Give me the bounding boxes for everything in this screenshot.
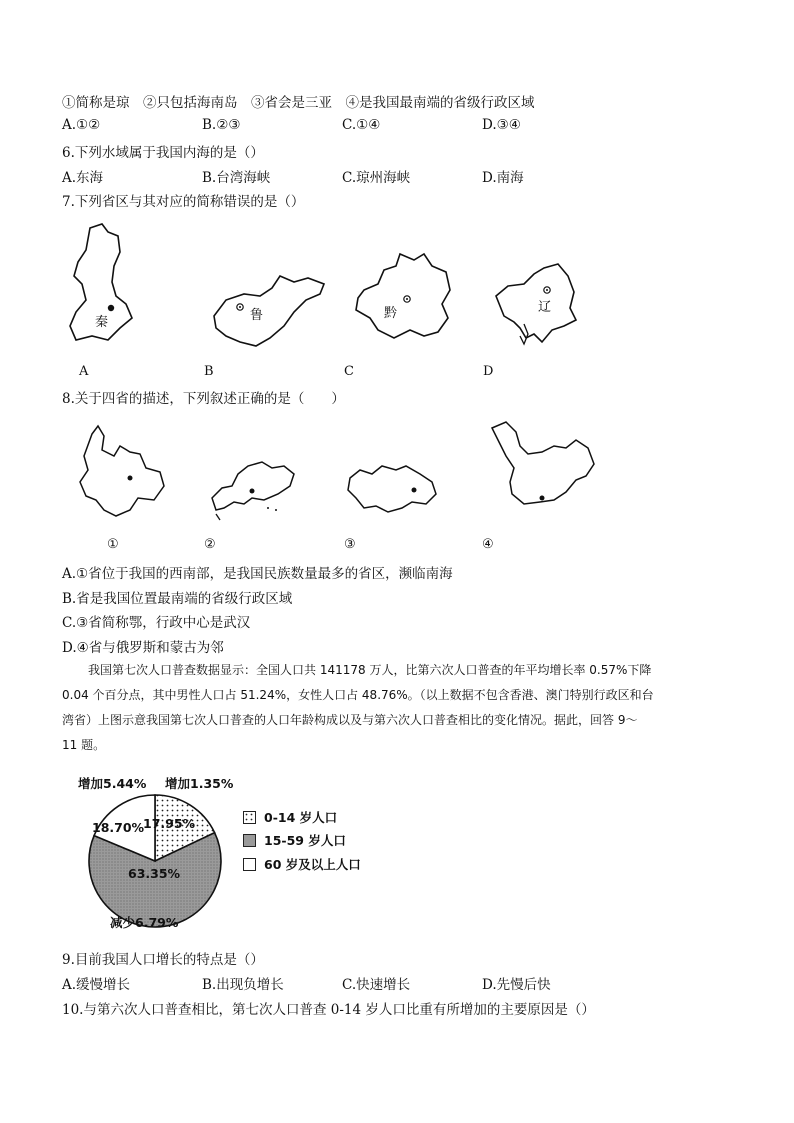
legend-swatch-15-59 (243, 834, 256, 847)
q7-map-c-abbr: 黔 (384, 306, 398, 321)
q7-label-a: A (79, 364, 89, 379)
q5-option-d: D.③④ (482, 117, 521, 133)
q7-map-guizhou (350, 250, 460, 345)
q8-map-3-hubei (346, 460, 442, 520)
q6-stem: 6.下列水域属于我国内海的是（） (62, 145, 264, 161)
q8-label-3: ③ (344, 537, 356, 552)
legend-swatch-0-14 (243, 811, 256, 824)
q8-label-1: ① (107, 537, 119, 552)
q7-map-liaoning (490, 262, 580, 354)
pie-value-label-0-14: 17.95% (143, 816, 196, 831)
q9-option-d: D.先慢后快 (482, 977, 551, 993)
q6-option-b: B.台湾海峡 (202, 170, 271, 186)
passage-line-2: 0.04 个百分点，其中男性人口占 51.24%，女性人口占 48.76%。（以上数据不包含香港、澳门特别行政区和台 (62, 688, 654, 702)
q7-label-d: D (483, 364, 494, 379)
legend-swatch-60plus (243, 858, 256, 871)
q8-label-2: ② (204, 537, 216, 552)
q9-stem: 9.目前我国人口增长的特点是（） (62, 952, 264, 968)
q8-option-d: D.④省与俄罗斯和蒙古为邻 (62, 640, 224, 656)
q6-option-d: D.南海 (482, 170, 524, 186)
q5-option-a: A.①② (62, 117, 101, 133)
q8-map-4-heilongjiang (484, 418, 604, 518)
q9-option-b: B.出现负增长 (202, 977, 284, 993)
q7-map-d-abbr: 辽 (538, 300, 552, 315)
passage (62, 658, 742, 758)
q5-option-b: B.②③ (202, 117, 241, 133)
q9-option-a: A.缓慢增长 (62, 977, 131, 993)
q7-label-c: C (344, 364, 354, 379)
passage-line-1: 我国第七次人口普查数据显示：全国人口共 141178 万人，比第六次人口普查的年平均增长率 0.57%下降 (88, 663, 652, 677)
legend-label-15-59: 15-59 岁人口 (264, 833, 346, 848)
legend-label-60plus: 60 岁及以上人口 (264, 857, 361, 872)
q6-option-a: A.东海 (62, 170, 104, 186)
q7-map-a-abbr: 秦 (95, 315, 109, 330)
q7-map-shaanxi-capital-dot (108, 305, 114, 311)
q8-stem: 8.关于四省的描述，下列叙述正确的是（ ） (62, 391, 345, 407)
q8-option-c: C.③省简称鄂，行政中心是武汉 (62, 615, 251, 631)
pie-change-label-60plus: 增加5.44% (78, 776, 147, 791)
q8-map-1-yunnan (74, 424, 170, 524)
passage-line-4: 11 题。 (62, 738, 106, 752)
pie-change-label-15-59: 减少6.79% (110, 915, 179, 930)
pie-change-label-0-14: 增加1.35% (165, 776, 234, 791)
q5-option-c: C.①④ (342, 117, 381, 133)
q8-map-2-guangdong (204, 458, 304, 524)
q7-map-b-abbr: 鲁 (250, 308, 264, 323)
q5-items: ①简称是琼 ②只包括海南岛 ③省会是三亚 ④是我国最南端的省级行政区域 (62, 95, 535, 111)
q8-option-a: A.①省位于我国的西南部，是我国民族数量最多的省区，濒临南海 (62, 566, 453, 582)
q7-stem: 7.下列省区与其对应的简称错误的是（） (62, 194, 305, 210)
q10-stem: 10.与第六次人口普查相比，第七次人口普查 0-14 岁人口比重有所增加的主要原因是（） (62, 1002, 595, 1018)
legend-label-0-14: 0-14 岁人口 (264, 810, 338, 825)
q9-option-c: C.快速增长 (342, 977, 411, 993)
pie-value-label-15-59: 63.35% (128, 866, 181, 881)
q8-label-4: ④ (482, 537, 494, 552)
q7-label-b: B (204, 364, 214, 379)
pie-value-label-60plus: 18.70% (92, 820, 145, 835)
q8-option-b: B.省是我国位置最南端的省级行政区域 (62, 591, 293, 607)
passage-line-3: 湾省）上图示意我国第七次人口普查的人口年龄构成以及与第六次人口普查相比的变化情况。据此，回答 9～ (62, 713, 638, 727)
q7-map-shandong (204, 270, 332, 354)
q6-option-c: C.琼州海峡 (342, 170, 411, 186)
